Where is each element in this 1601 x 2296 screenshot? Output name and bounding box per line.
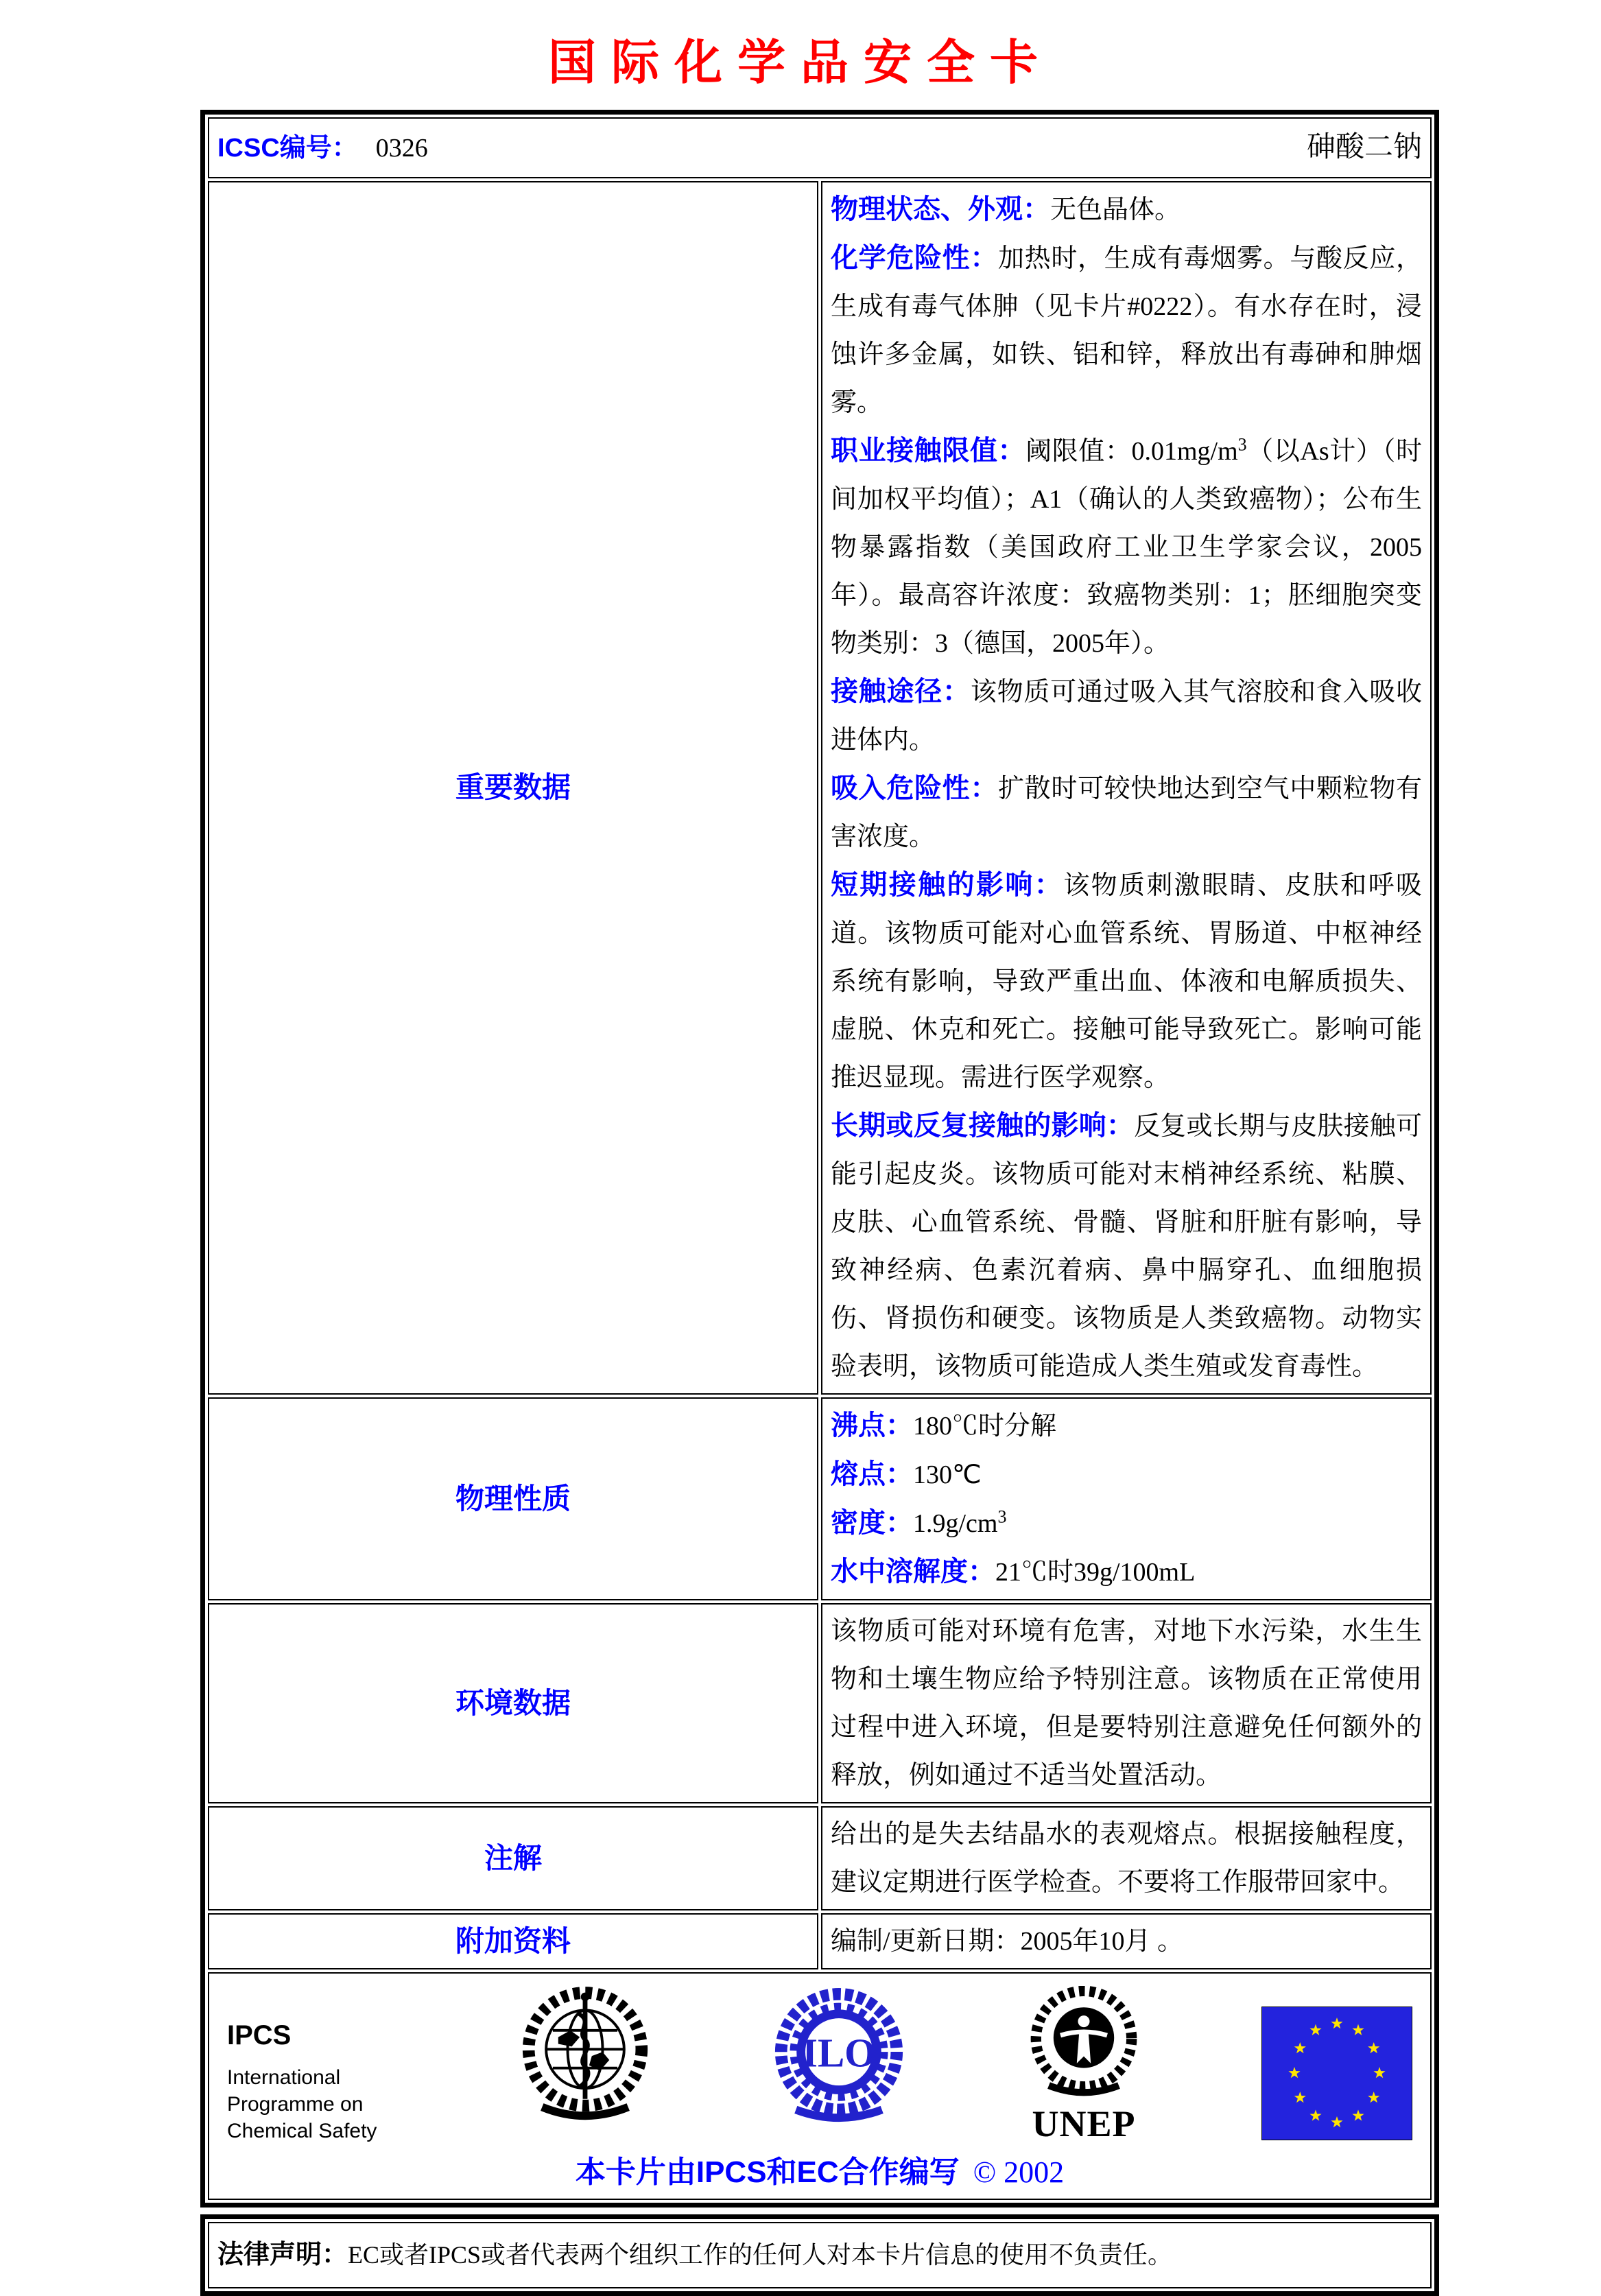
field-label-exposure-routes: 接触途径： — [831, 676, 971, 707]
field-label-short-term-effects: 短期接触的影响： — [831, 870, 1064, 900]
row-label-notes: 注解 — [208, 1806, 818, 1910]
ipcs-wordmark: IPCS — [227, 2020, 292, 2050]
ipcs-block — [227, 1986, 399, 2144]
credit-text: 本卡片由IPCS和EC合作编写 — [575, 2155, 960, 2189]
chemical-name: 砷酸二钠 — [1306, 132, 1422, 163]
legal-notice-label: 法律声明： — [217, 2240, 348, 2270]
row-label-additional-information: 附加资料 — [208, 1913, 818, 1969]
row-environmental-data — [208, 1603, 1432, 1803]
row-notes — [208, 1806, 1432, 1910]
field-label-chemical-danger: 化学危险性： — [831, 243, 998, 273]
field-text-short-term-effects: 该物质刺激眼睛、皮肤和呼吸道。该物质可能对心血管系统、胃肠道、中枢神经系统有影响，导致严重出血、体液和电解质损失、虚脱、休克和死亡。接触可能导致死亡。影响可能推迟显现。需进行医学观察。 — [831, 871, 1422, 1092]
logos-cell — [208, 1972, 1432, 2200]
unep-block — [1025, 1986, 1142, 2142]
field-inhalation-risk — [831, 764, 1422, 861]
environmental-data-content — [821, 1603, 1432, 1803]
field-text-boiling-point: 180℃时分解 — [913, 1412, 1057, 1441]
field-label-physical-state: 物理状态、外观： — [831, 194, 1050, 224]
field-text-physical-state: 无色晶体。 — [1050, 196, 1181, 224]
field-text-long-term-effects: 反复或长期与皮肤接触可能引起皮炎。该物质可能对末梢神经系统、粘膜、皮肤、心血管系统、骨髓、肾脏和肝脏有影响，导致神经病、色素沉着病、鼻中膈穿孔、血细胞损伤、肾损伤和硬变。该物质是人类致癌物。动物实验表明，该物质可能造成人类生殖或发育毒性。 — [831, 1112, 1422, 1381]
card-body — [200, 110, 1439, 2296]
ilo-wordmark: ILO — [802, 2031, 876, 2076]
field-label-long-term-effects: 长期或反复接触的影响： — [831, 1111, 1135, 1141]
environmental-data-text: 该物质可能对环境有危害，对地下水污染，水生生物和土壤生物应给予特别注意。该物质在正常使用过程中进入环境，但是要特别注意避免任何额外的释放，例如通过不适当处置活动。 — [831, 1617, 1422, 1790]
row-label-important-data: 重要数据 — [208, 181, 818, 1395]
physical-properties-content — [821, 1397, 1432, 1600]
field-label-water-solubility: 水中溶解度： — [831, 1557, 995, 1587]
unep-wordmark: UNEP — [1032, 2103, 1136, 2144]
icsc-number-value: 0326 — [375, 134, 428, 163]
field-short-term-effects — [831, 861, 1422, 1102]
header-row — [208, 117, 1432, 178]
field-label-occupational-exposure-limits: 职业接触限值： — [831, 436, 1026, 466]
field-text-melting-point: 130℃ — [913, 1460, 982, 1489]
field-exposure-routes — [831, 667, 1422, 764]
field-text-density-sup: 3 — [997, 1506, 1007, 1527]
field-long-term-effects — [831, 1102, 1422, 1390]
notes-content — [821, 1806, 1432, 1910]
additional-information-text: 编制/更新日期：2005年10月 。 — [831, 1927, 1184, 1956]
field-water-solubility — [831, 1548, 1422, 1596]
ipcs-line-1: International — [227, 2066, 341, 2089]
eu-flag-icon — [1261, 2007, 1412, 2140]
page-title: 国际化学品安全卡 — [548, 36, 1053, 89]
icsc-card-table — [200, 110, 1439, 2208]
legal-notice-table — [200, 2214, 1439, 2296]
row-label-environmental-data: 环境数据 — [208, 1603, 818, 1803]
credit-line — [227, 2153, 1412, 2192]
field-label-density: 密度： — [831, 1508, 913, 1538]
row-additional-information — [208, 1913, 1432, 1969]
field-label-inhalation-risk: 吸入危险性： — [831, 773, 998, 803]
field-text-oel-sup: 3 — [1237, 434, 1247, 455]
field-label-melting-point: 熔点： — [831, 1459, 913, 1489]
field-text-water-solubility: 21℃时39g/100mL — [995, 1558, 1196, 1587]
icsc-number-label: ICSC编号： — [217, 134, 358, 163]
field-boiling-point — [831, 1401, 1422, 1450]
field-text-chemical-danger: 加热时，生成有毒烟雾。与酸反应，生成有毒气体胂（见卡片#0222）。有水存在时，浸蚀许多金属，如铁、铝和锌，释放出有毒砷和胂烟雾。 — [831, 244, 1422, 417]
field-text-inhalation-risk: 扩散时可较快地达到空气中颗粒物有害浓度。 — [831, 774, 1422, 851]
row-important-data — [208, 181, 1432, 1395]
ipcs-line-2: Programme on — [227, 2093, 364, 2116]
notes-text: 给出的是失去结晶水的表观熔点。根据接触程度，建议定期进行医学检查。不要将工作服带回家中。 — [831, 1820, 1422, 1897]
field-text-oel-post: （以As计）（时间加权平均值）；A1（确认的人类致癌物）；公布生物暴露指数（美国政府工业卫生学家会议，2005年）。最高容许浓度：致癌物类别：1；胚细胞突变物类别：3（德国，2005年）。 — [831, 437, 1423, 658]
icsc-card-page — [0, 38, 1601, 2296]
field-text-density-pre: 1.9g/cm — [913, 1509, 998, 1538]
unep-logo-icon — [1025, 1986, 1142, 2108]
who-logo-icon — [518, 1986, 652, 2131]
field-density — [831, 1499, 1422, 1548]
ilo-logo-icon — [772, 1986, 906, 2129]
header-cell — [208, 117, 1432, 178]
important-data-content — [821, 181, 1432, 1395]
row-legal-notice — [208, 2222, 1432, 2288]
row-physical-properties — [208, 1397, 1432, 1600]
legal-notice-cell — [208, 2222, 1432, 2288]
legal-notice-text: EC或者IPCS或者代表两个组织工作的任何人对本卡片信息的使用不负责任。 — [348, 2241, 1173, 2269]
row-label-physical-properties: 物理性质 — [208, 1397, 818, 1600]
additional-information-content — [821, 1913, 1432, 1969]
field-melting-point — [831, 1450, 1422, 1499]
logo-strip — [227, 1986, 1412, 2144]
field-text-oel-pre: 阈限值：0.01mg/m — [1025, 437, 1238, 466]
row-logos — [208, 1972, 1432, 2200]
field-physical-state — [831, 185, 1422, 234]
field-occupational-exposure-limits — [831, 427, 1422, 667]
field-text-exposure-routes: 该物质可通过吸入其气溶胶和食入吸收进体内。 — [831, 678, 1422, 755]
eu-flag-block — [1261, 1986, 1412, 2140]
copyright-text: © 2002 — [973, 2155, 1065, 2189]
field-chemical-danger — [831, 234, 1422, 427]
field-label-boiling-point: 沸点： — [831, 1410, 913, 1441]
ipcs-line-3: Chemical Safety — [227, 2120, 377, 2142]
